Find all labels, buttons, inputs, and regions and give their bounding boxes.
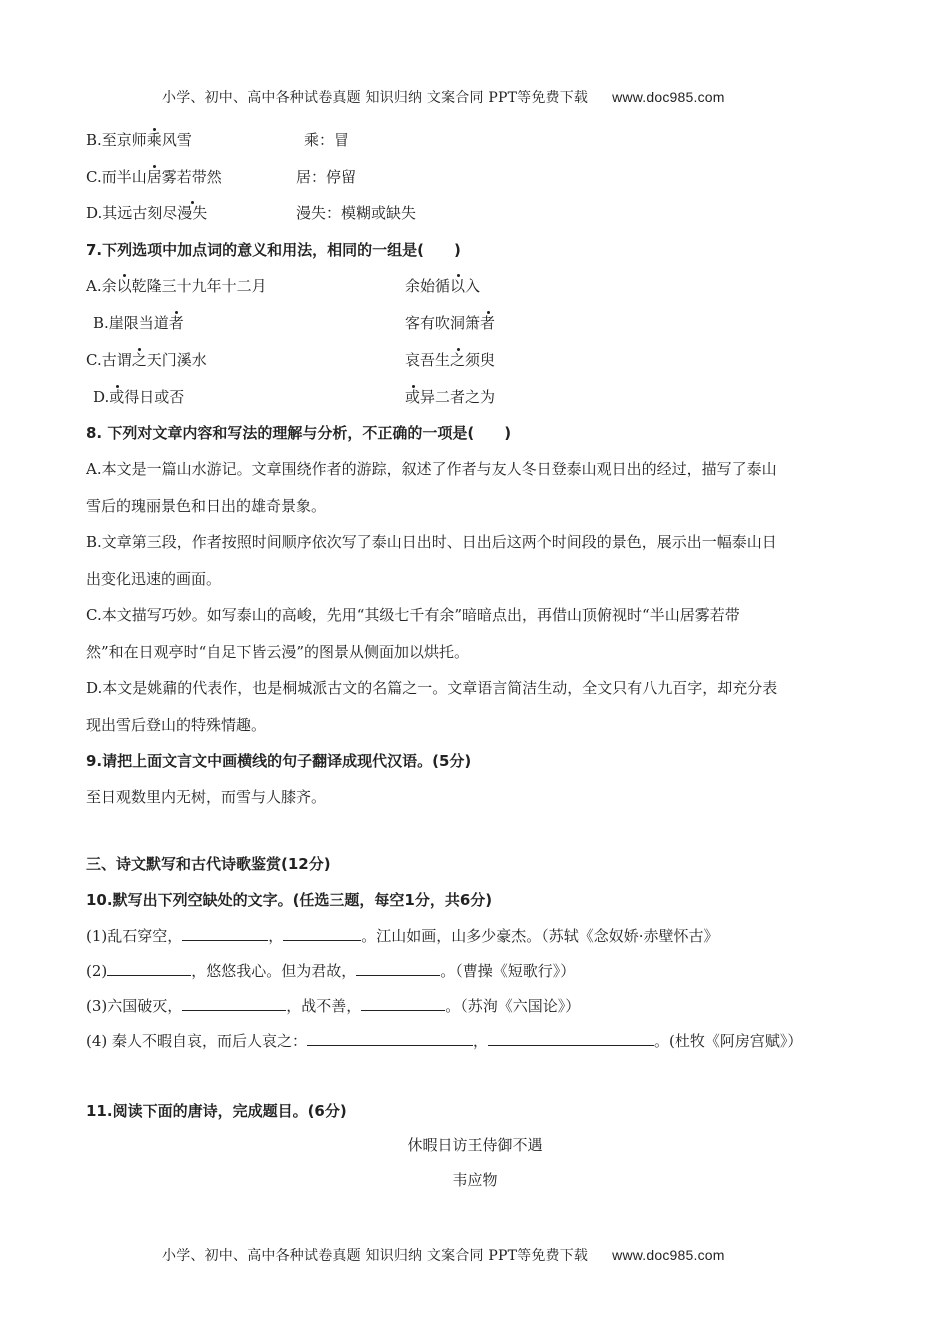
emphasis-dot-word: 漫失 (177, 204, 208, 222)
q10-item-3: (3)六国破灭， ，战不善， 。（苏洵《六国论》） (86, 997, 581, 1015)
q9-title: 9.请把上面文言文中画横线的句子翻译成现代汉语。(5分) (86, 752, 472, 770)
fill-blank (307, 1031, 473, 1046)
fill-blank (182, 926, 268, 941)
q7-option-a-left: A.余以乾隆三十九年十二月 (86, 277, 267, 295)
fill-blank (182, 996, 286, 1011)
q8-title: 8. 下列对文章内容和写法的理解与分析，不正确的一项是( ) (86, 424, 512, 442)
section-3-heading: 三、诗文默写和古代诗歌鉴赏(12分) (86, 855, 331, 873)
page-header (162, 87, 725, 108)
q6-option-d-gloss: 漫失：模糊或缺失 (296, 204, 417, 222)
page-footer (162, 1245, 725, 1266)
q8-option-a-line1: A.本文是一篇山水游记。文章围绕作者的游踪，叙述了作者与友人冬日登泰山观日出的经过，描写了泰山 (86, 460, 777, 478)
fill-blank (107, 961, 191, 976)
q6-option-b: B.至京师乘风雪 (86, 131, 192, 149)
header-text: 小学、初中、高中各种试卷真题 知识归纳 文案合同 PPT等免费下载 (162, 90, 589, 106)
q8-option-c-line1: C.本文描写巧妙。如写泰山的高峻，先用“其级七千有余”暗暗点出，再借山顶俯视时“半山居雾若带 (86, 606, 740, 624)
fill-blank (361, 996, 445, 1011)
q8-option-c-line2: 然”和在日观亭时“自足下皆云漫”的图景从侧面加以烘托。 (86, 643, 470, 661)
poem-title: 休暇日访王侍御不遇 (407, 1136, 543, 1154)
q10-title: 10.默写出下列空缺处的文字。(任选三题，每空1分，共6分) (86, 891, 493, 909)
footer-url: www.doc985.com (612, 1247, 725, 1263)
q8-option-b-line2: 出变化迅速的画面。 (86, 570, 222, 588)
header-url: www.doc985.com (612, 89, 725, 105)
q6-option-c-gloss: 居：停留 (296, 168, 357, 186)
q7-option-a-right: 余始循以入 (405, 277, 481, 295)
q6-option-d: D.其远古刻尽漫失 (86, 204, 208, 222)
q7-option-c-right: 哀吾生之须臾 (405, 351, 496, 369)
q7-option-c-left: C.古谓之天门溪水 (86, 351, 207, 369)
q9-sentence: 至日观数里内无树，而雪与人膝齐。 (86, 788, 327, 806)
q8-option-b-line1: B.文章第三段，作者按照时间顺序依次写了泰山日出时、日出后这两个时间段的景色，展示出一幅泰山日 (86, 533, 777, 551)
q10-item-4: (4) 秦人不暇自哀，而后人哀之： ， 。(杜牧《阿房宫赋》） (86, 1032, 803, 1050)
q7-option-d-left: D.或得日或否 (93, 388, 185, 406)
fill-blank (356, 961, 440, 976)
q8-option-d-line1: D.本文是姚鼐的代表作，也是桐城派古文的名篇之一。文章语言简洁生动，全文只有八九百字，却充分表 (86, 679, 778, 697)
q7-option-d-right: 或异二者之为 (405, 388, 496, 406)
emphasis-dot-word: 乘 (146, 131, 162, 149)
emphasis-dot-word: 居 (146, 168, 162, 186)
q11-title: 11.阅读下面的唐诗，完成题目。(6分) (86, 1102, 347, 1120)
q7-option-b-right: 客有吹洞箫者 (405, 314, 496, 332)
q8-option-a-line2: 雪后的瑰丽景色和日出的雄奇景象。 (86, 497, 327, 515)
poem-author: 韦应物 (452, 1171, 498, 1189)
q8-option-d-line2: 现出雪后登山的特殊情趣。 (86, 716, 267, 734)
q6-option-b-gloss: 乘：冒 (304, 131, 350, 149)
q6-option-c: C.而半山居雾若带然 (86, 168, 222, 186)
q7-title: 7.下列选项中加点词的意义和用法，相同的一组是( ) (86, 241, 461, 259)
q10-item-2: (2) ，悠悠我心。但为君故， 。（曹操《短歌行》） (86, 962, 576, 980)
fill-blank (283, 926, 361, 941)
q7-option-b-left: B.崖限当道者 (93, 314, 184, 332)
fill-blank (488, 1031, 654, 1046)
footer-text: 小学、初中、高中各种试卷真题 知识归纳 文案合同 PPT等免费下载 (162, 1248, 589, 1264)
q10-item-1: (1)乱石穿空， ， 。江山如画，山多少豪杰。（苏轼《念奴娇·赤壁怀古》 (86, 927, 719, 945)
